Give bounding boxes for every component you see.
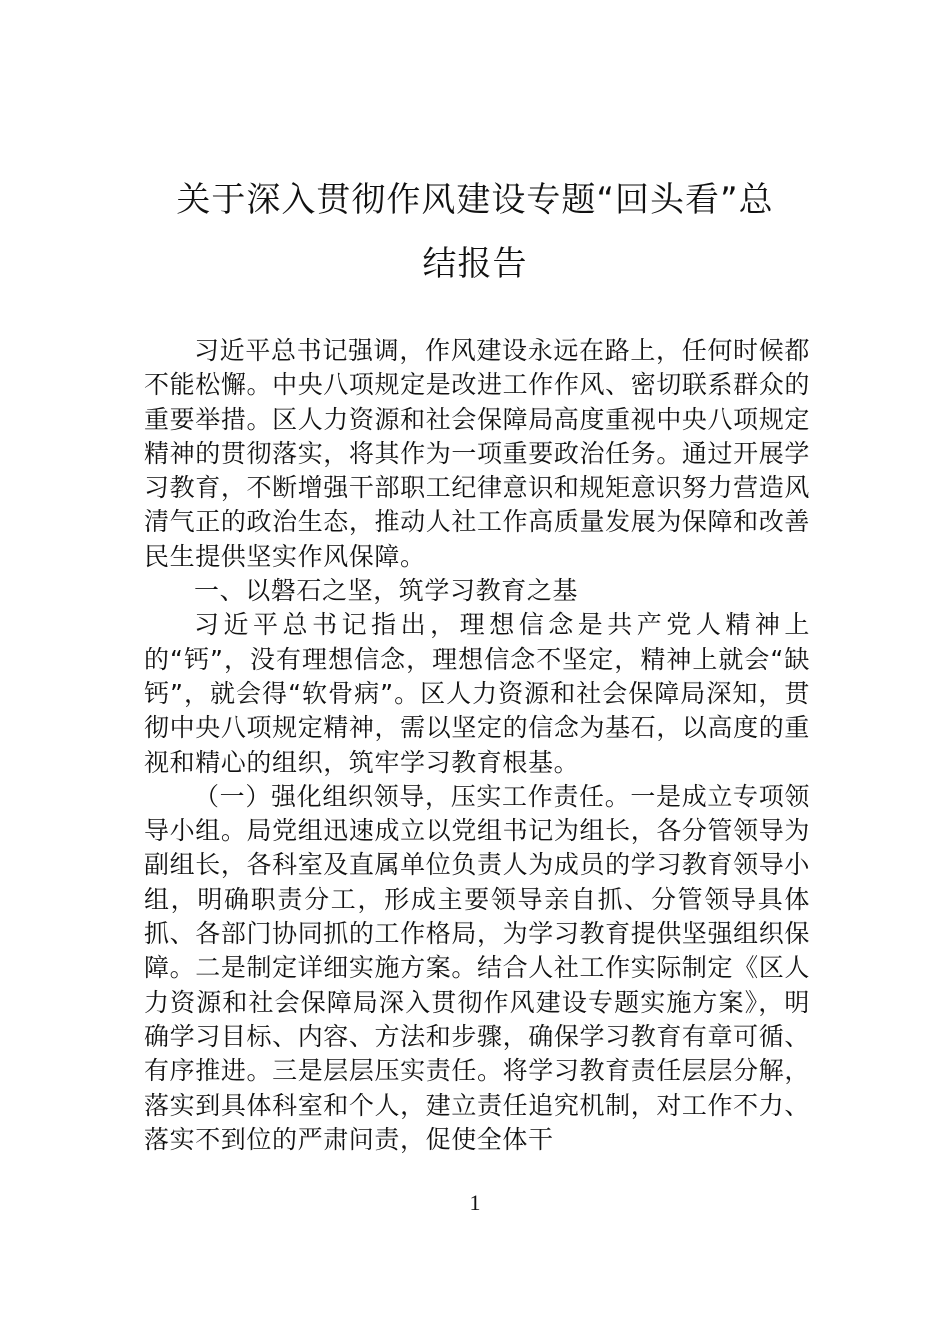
section-1-paragraph: 习近平总书记指出，理想信念是共产党人精神上的“钙”，没有理想信念，理想信念不坚定，精神上就会“缺钙”，就会得“软骨病”。区人力资源和社会保障局深知，贯彻中央八项规定精神，需以坚定的信念为基石，以高度的重视和精心的组织，筑牢学习教育根基。 [144,610,810,777]
document-body [144,334,810,1157]
document-title [120,168,830,296]
intro-paragraph: 习近平总书记强调，作风建设永远在路上，任何时候都不能松懈。中央八项规定是改进工作作风、密切联系群众的重要举措。区人力资源和社会保障局高度重视中央八项规定精神的贯彻落实，将其作为一项重要政治任务。通过开展学习教育，不断增强干部职工纪律意识和规矩意识努力营造风清气正的政治生态，推动人社工作高质量发展为保障和改善民生提供坚实作风保障。 [144,336,810,571]
subsection-1-paragraph: （一）强化组织领导，压实工作责任。一是成立专项领导小组。局党组迅速成立以党组书记为组长，各分管领导为副组长，各科室及直属单位负责人为成员的学习教育领导小组，明确职责分工，形成主要领导亲自抓、分管领导具体抓、各部门协同抓的工作格局，为学习教育提供坚强组织保障。二是制定详细实施方案。结合人社工作实际制定《区人力资源和社会保障局深入贯彻作风建设专题实施方案》，明确学习目标、内容、方法和步骤，确保学习教育有章可循、有序推进。三是层层压实责任。将学习教育责任层层分解，落实到具体科室和个人，建立责任追究机制，对工作不力、落实不到位的严肃问责，促使全体干 [144,781,810,1154]
section-heading-1: 一、以磐石之坚，筑学习教育之基 [194,576,579,606]
page-number: 1 [469,1190,481,1215]
title-line-2: 结报告 [422,244,528,284]
title-line-1: 关于深入贯彻作风建设专题“回头看”总 [176,180,774,220]
